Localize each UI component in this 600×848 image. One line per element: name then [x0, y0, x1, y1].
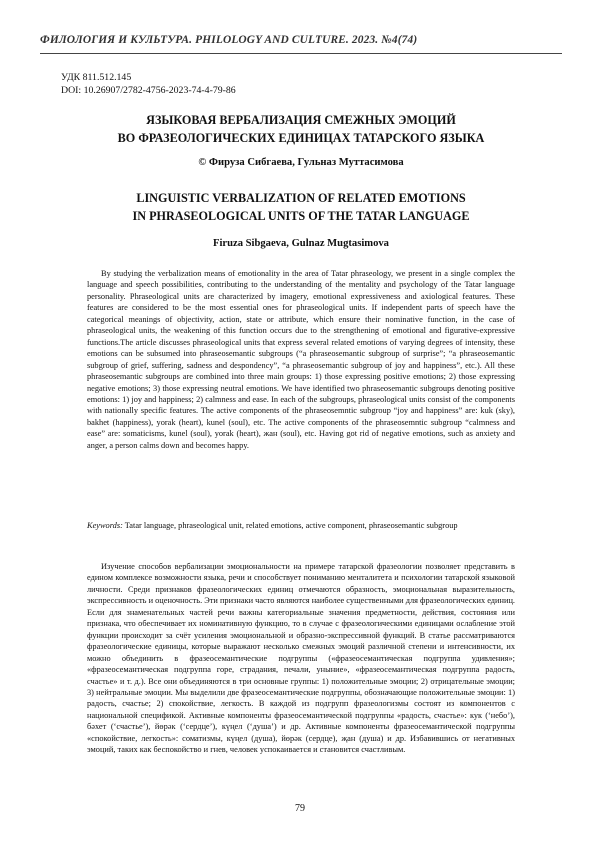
- body-paragraph: Изучение способов вербализации эмоциональности на примере татарской фразеологии позволяет представить в едином комплексе возможности языка, речи и способствует пониманию менталитета и психологии татарской языковой личности. Среди признаков фразеологических единиц отмечаются образность, эмоциональная выразительность, экспрессивность и оценочность. Эти признаки часто являются наиболее существенными для фразеологических единиц. Если для знаменательных частей речи важны категориальные значения предметности, действия, состояния или признака, что обеспечивает их номинативную функцию, то в случае с фразеологическими единицами ослабление этой функции происходит за счёт усиления эмоциональной и образно-экспрессивной функций. В статье рассматриваются фразеологические единицы, которые выражают несколько смежных эмоций различной степени и интенсивности, их можно объединить в фразеосемантические подгруппы («фразеосемантическая подгруппа удивления»; «фразеосемантическая подгруппа горе, страдания, печали, уныние», «фразеосемантическая подгруппа радость, счастье» и т. д.). Все они объединяются в три основные группы: 1) положительные эмоции; 2) отрицательные эмоции; 3) нейтральные эмоции. Мы выделили две фразеосемантические подгруппы, обозначающие положительные эмоции: 1) радость, счастье; 2) спокойствие, легкость. В каждой из подгрупп фразеологизмы состоят из компонентов с национальной спецификой. Активные компоненты фразеосемантической подгруппы «радость, счастье»: кук (‘небо’), бәхет (‘счастье’), йөрәк (‘сердце’), күңел (‘душа’) и др. Активные компоненты фразеосемантической подгруппы «спокойствие, легкость»: соматизмы, күңел (душа), йөрәк (сердце), җан (душа) и др. Избавившись от негативных эмоций, таких как беспокойство и гнев, человек успокаивается и становится счастливым.: [87, 562, 515, 755]
- russian-title-line-1: ЯЗЫКОВАЯ ВЕРБАЛИЗАЦИЯ СМЕЖНЫХ ЭМОЦИЙ: [146, 113, 456, 127]
- keywords: [87, 520, 515, 531]
- running-header: ФИЛОЛОГИЯ И КУЛЬТУРА. PHILOLOGY AND CULTURE. 2023. №4(74): [40, 34, 418, 46]
- english-title-line-2: IN PHRASEOLOGICAL UNITS OF THE TATAR LANGUAGE: [132, 208, 470, 223]
- english-title-line-1: LINGUISTIC VERBALIZATION OF RELATED EMOTIONS: [136, 191, 466, 205]
- russian-title: [40, 112, 562, 147]
- keywords-label: Keywords:: [87, 521, 123, 530]
- english-authors: Firuza Sibgaeva, Gulnaz Mugtasimova: [213, 238, 389, 249]
- russian-title-line-2: ВО ФРАЗЕОЛОГИЧЕСКИХ ЕДИНИЦАХ ТАТАРСКОГО ЯЗЫКА: [117, 130, 485, 145]
- abstract-text: By studying the verbalization means of emotionality in the area of Tatar phraseology, we present in a single complex the language and speech possibilities, contributing to the understanding of the mentality and psychology of the Tatar language personality. Phraseological units are characterized by imagery, emotional expressiveness and axiological features. These features are considered to be the most essential ones for phraseological units. If independent parts of speech have the categorical meanings of objectivity, action, state or attribute, which ensure their nominative function, in the case of phraseological units, the weakening of this function occurs due to the strengthening of emotional and figurative-expressive functions.The article discusses phraseological units that express several related emotions of varying degrees of intensity, these emotions can be subsumed into phraseosemantic subgroups (“a phraseosemantic subgroup of surprise”; “a phraseosemantic subgroup of grief, suffering, sadness and despondency”, “a phraseosemantic subgroup of joy and happiness”, etc.). All these phraseosemantic subgroups are combined into three main groups: 1) those expressing positive emotions; 2) those expressing negative emotions; 3) those expressing neutral emotions. We have identified two phraseosemantic subgroups denoting positive emotions: 1) joy and happiness; 2) calmness and ease. In each of the subgroups, phraseological units consist of the components with nationally specific features. The active components of the phraseosemntic subgroup “joy and happiness” are: kuk (sky), bakhet (happiness), yorak (heart), kunel (soul), etc. The active components of the phraseosemntic subgroup “calmness and ease” are: somaticisms, kunel (soul), yorak (heart), жан (soul), etc. Having got rid of negative emotions, such as anxiety and anger, a person calms down and becomes happy.: [87, 269, 515, 450]
- header-divider: [40, 53, 562, 54]
- article-meta: [61, 72, 236, 97]
- abstract: [87, 268, 515, 451]
- udc-code: УДК 811.512.145: [61, 72, 132, 83]
- page-number: 79: [295, 803, 305, 814]
- english-title: [40, 190, 562, 225]
- article-body: [87, 561, 515, 756]
- keywords-text: Tatar language, phraseological unit, related emotions, active component, phraseosemantic subgroup: [122, 521, 458, 530]
- doi: DOI: 10.26907/2782-4756-2023-74-4-79-86: [61, 84, 236, 96]
- russian-authors: © Фируза Сибгаева, Гульназ Муттасимова: [198, 157, 404, 168]
